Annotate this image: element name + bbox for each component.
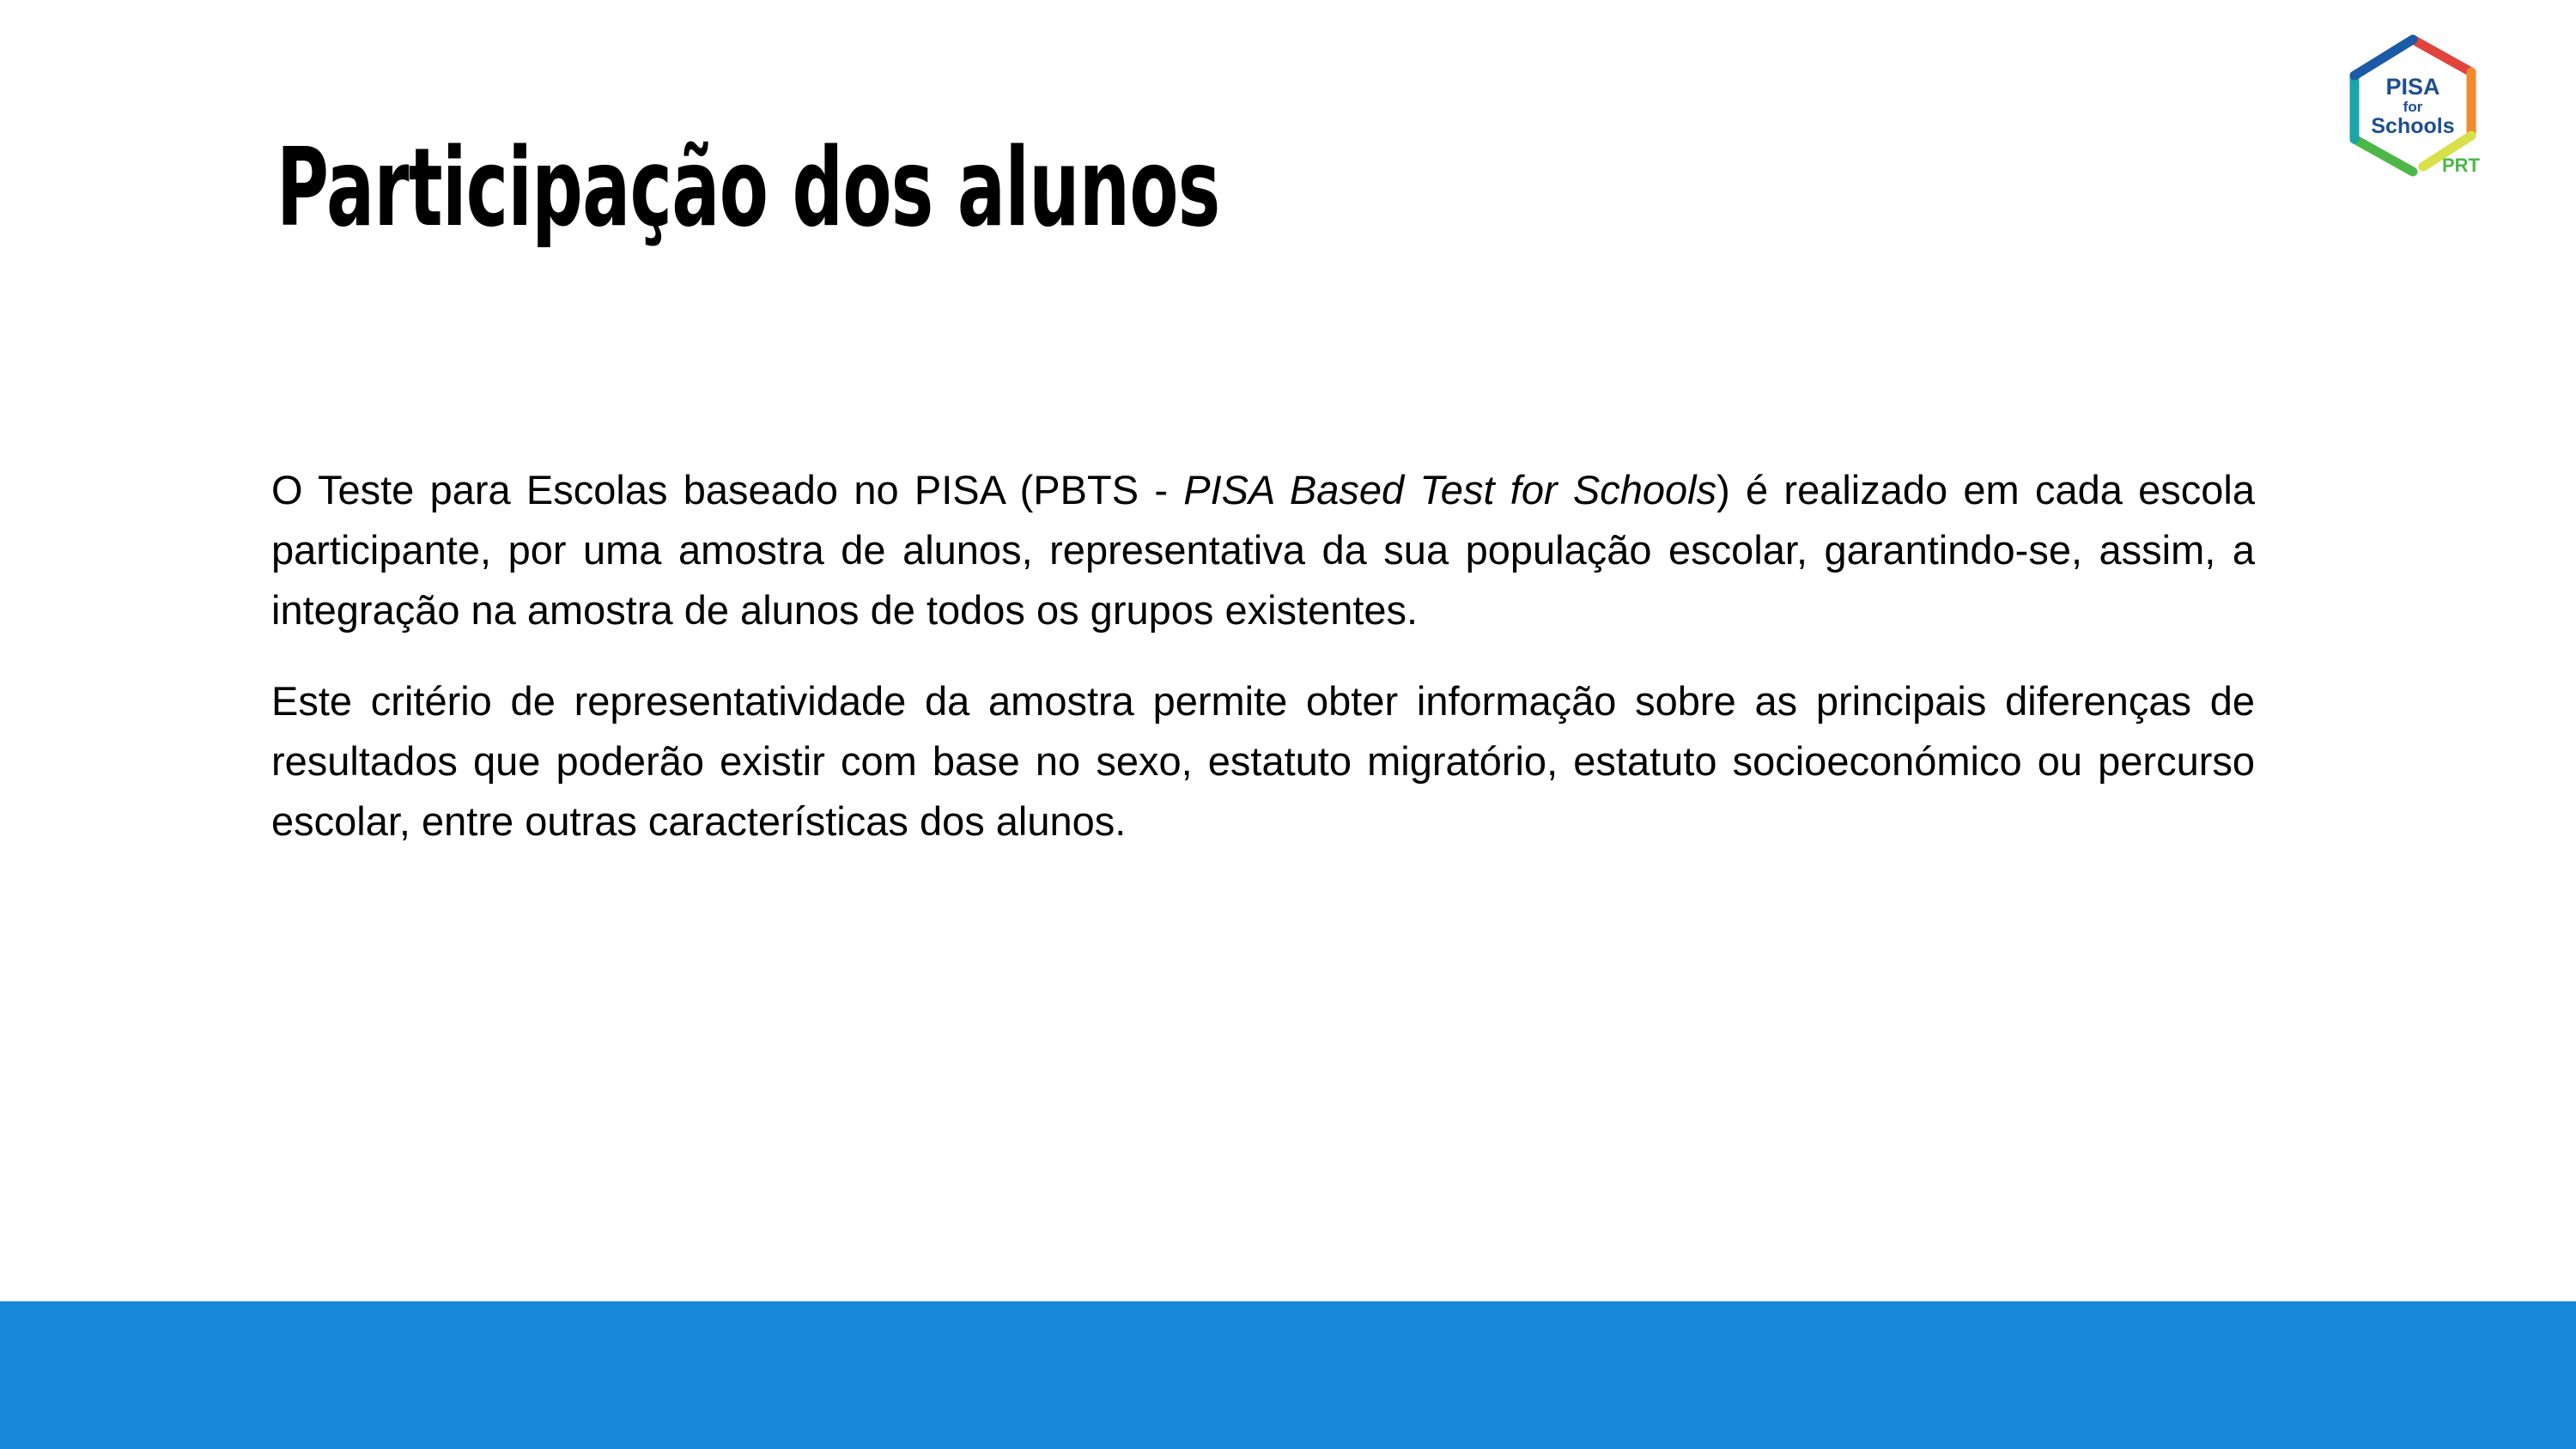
paragraph-2: Este critério de representatividade da amostra permite obter informação sobre as principais diferenças de resultados que poderão existir com base no sexo, estatuto migratório, estatuto socioeconómico ou percurso escolar, entre outras características dos alunos. — [271, 678, 2255, 844]
paragraph-1-italic: PISA Based Test for Schools — [1183, 467, 1717, 512]
paragraph-1-end: ) é realizado em cada escola participante, por uma amostra de alunos, representativa da sua população escolar, garantindo-se, assim, a integração na amostra de alunos de todos os grupos existentes. — [271, 467, 2256, 633]
logo-text-prt: PRT — [2442, 155, 2480, 176]
logo-text-pisa: PISA — [2385, 74, 2440, 100]
footer-band — [0, 1301, 2576, 1449]
logo-text-schools: Schools — [2371, 114, 2455, 138]
logo-text-for: for — [2403, 99, 2423, 115]
body-text — [271, 460, 2255, 882]
pisa-for-schools-logo — [2341, 33, 2485, 180]
slide-title: Participação dos alunos — [276, 124, 1220, 251]
paragraph-1 — [271, 460, 2255, 640]
paragraph-1-start: O Teste para Escolas baseado no PISA (PBTS - — [271, 467, 1184, 512]
